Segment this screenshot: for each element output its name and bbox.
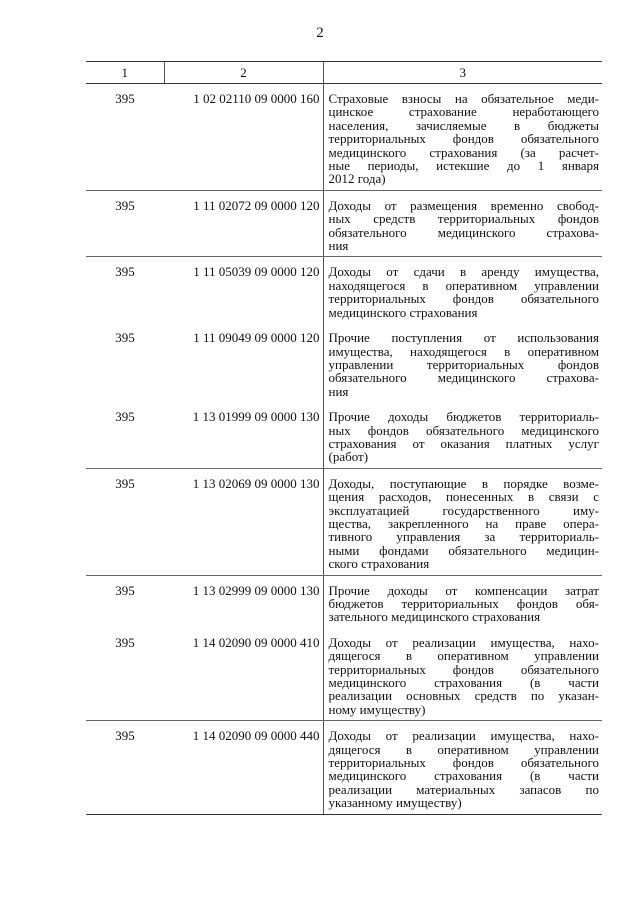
budget-classification-code-cell: 1 11 05039 09 0000 120 bbox=[193, 264, 320, 280]
description-line: ского страхования bbox=[328, 556, 430, 572]
description-line: страхования от оказания платных услуг bbox=[328, 435, 599, 451]
budget-classification-code-cell: 1 11 02072 09 0000 120 bbox=[164, 190, 323, 257]
budget-classification-code-cell: 1 02 02110 09 0000 160 bbox=[164, 84, 323, 191]
description-line: реализации материальных запасов по bbox=[328, 781, 599, 797]
description-line: Страховые взносы на обязательное меди- bbox=[328, 91, 599, 106]
table-row bbox=[86, 575, 602, 628]
table-row bbox=[86, 468, 602, 575]
table-row bbox=[86, 628, 602, 721]
description-line: ными фондами обязательного медицин- bbox=[328, 542, 599, 558]
description-line: ному имуществу) bbox=[328, 701, 426, 717]
admin-code-cell: 395 bbox=[86, 84, 164, 191]
admin-code-cell: 395 bbox=[115, 264, 135, 280]
description-line: территориальных фондов обязательного bbox=[328, 661, 599, 677]
table-row bbox=[86, 84, 602, 191]
revenue-description-cell bbox=[323, 721, 602, 814]
revenue-description-cell bbox=[323, 323, 602, 402]
column-header-2: 2 bbox=[164, 62, 323, 84]
revenue-description-cell bbox=[323, 402, 602, 468]
description-line: ные периоды, истекшие до 1 января bbox=[328, 158, 599, 174]
description-line: территориальных фондов обязательного bbox=[328, 131, 599, 147]
budget-classification-code-cell: 1 14 02090 09 0000 410 bbox=[164, 628, 323, 721]
table-body bbox=[86, 84, 602, 815]
column-header-1: 1 bbox=[86, 62, 164, 84]
budget-classification-code-cell: 1 14 02090 09 0000 440 bbox=[164, 721, 323, 814]
description-line: щества, закрепленного на праве опера- bbox=[328, 515, 599, 531]
description-line: Доходы от реализации имущества, нахо- bbox=[328, 728, 599, 744]
description-line: территориальных фондов обязательного bbox=[328, 755, 599, 771]
admin-code-cell: 395 bbox=[115, 582, 135, 598]
description-line: реализации основных средств по указан- bbox=[328, 688, 599, 704]
table-row bbox=[86, 402, 602, 468]
description-line: Прочие доходы от компенсации затрат bbox=[328, 582, 599, 598]
description-line: ных средств территориальных фондов bbox=[328, 211, 599, 227]
description-line: эксплуатацией государственного иму- bbox=[328, 502, 599, 518]
description-line: населения, зачисляемые в бюджеты bbox=[328, 117, 599, 133]
description-line: обязательного медицинского страхова- bbox=[328, 224, 599, 240]
description-line: Прочие доходы бюджетов территориаль- bbox=[328, 409, 599, 425]
admin-code-cell: 395 bbox=[86, 402, 164, 468]
description-line: территориальных фондов обязательного bbox=[328, 291, 599, 307]
description-line: ных фондов обязательного медицинского bbox=[328, 422, 599, 438]
description-line: Доходы от реализации имущества, нахо- bbox=[328, 634, 599, 650]
description-line: Прочие поступления от использования bbox=[328, 330, 599, 346]
revenue-description-cell bbox=[323, 190, 602, 257]
revenue-description-cell bbox=[323, 84, 602, 191]
description-line: указанному имуществу) bbox=[328, 795, 462, 811]
budget-revenue-table bbox=[86, 61, 602, 815]
admin-code-cell: 395 bbox=[86, 190, 164, 257]
admin-code-cell: 395 bbox=[115, 330, 135, 346]
description-line: дящегося в оперативном управлении bbox=[328, 741, 599, 757]
description-line: Доходы от сдачи в аренду имущества, bbox=[328, 264, 599, 280]
description-line: медицинского страхования (в части bbox=[328, 675, 599, 691]
description-line: обязательного медицинского страхова- bbox=[328, 370, 599, 386]
table-row bbox=[86, 721, 602, 814]
table-header bbox=[86, 62, 602, 84]
budget-classification-code-cell: 1 13 02069 09 0000 130 bbox=[164, 468, 323, 575]
budget-classification-code-cell: 1 13 01999 09 0000 130 bbox=[164, 402, 323, 468]
description-line: щения расходов, понесенных в связи с bbox=[328, 489, 599, 505]
description-line: ния bbox=[328, 383, 349, 399]
revenue-description-cell bbox=[323, 628, 602, 721]
description-line: 2012 года) bbox=[328, 171, 386, 187]
description-line: Доходы от размещения временно свобод- bbox=[328, 197, 599, 213]
description-line: (работ) bbox=[328, 449, 369, 465]
revenue-description-cell bbox=[323, 257, 602, 323]
admin-code-cell: 395 bbox=[86, 721, 164, 814]
description-line: находящегося в оперативном управлении bbox=[328, 277, 599, 293]
description-line: имущества, находящегося в оперативном bbox=[328, 343, 599, 359]
column-header-3: 3 bbox=[323, 62, 602, 84]
description-line: Доходы, поступающие в порядке возме- bbox=[328, 475, 599, 491]
description-line: дящегося в оперативном управлении bbox=[328, 648, 599, 664]
description-line: бюджетов территориальных фондов обя- bbox=[328, 596, 599, 611]
description-line: управлении территориальных фондов bbox=[328, 356, 599, 372]
admin-code-cell: 395 bbox=[86, 628, 164, 721]
description-line: медицинского страхования (за расчет- bbox=[328, 144, 599, 160]
revenue-description-cell bbox=[323, 575, 602, 628]
page-number: 2 bbox=[316, 25, 324, 41]
admin-code-cell: 395 bbox=[86, 468, 164, 575]
budget-classification-code-cell: 1 11 09049 09 0000 120 bbox=[193, 330, 320, 346]
table-row bbox=[86, 257, 602, 323]
table-row bbox=[86, 190, 602, 257]
table-row bbox=[86, 323, 602, 402]
description-line: цинское страхование неработающего bbox=[328, 104, 599, 120]
description-line: зательного медицинского страхования bbox=[328, 609, 541, 625]
budget-classification-code-cell: 1 13 02999 09 0000 130 bbox=[192, 582, 320, 598]
description-line: тивного управления за территориаль- bbox=[328, 529, 599, 545]
description-line: ния bbox=[328, 238, 349, 254]
revenue-description-cell bbox=[323, 468, 602, 575]
description-line: медицинского страхования (в части bbox=[328, 768, 599, 784]
description-line: медицинского страхования bbox=[328, 304, 478, 320]
